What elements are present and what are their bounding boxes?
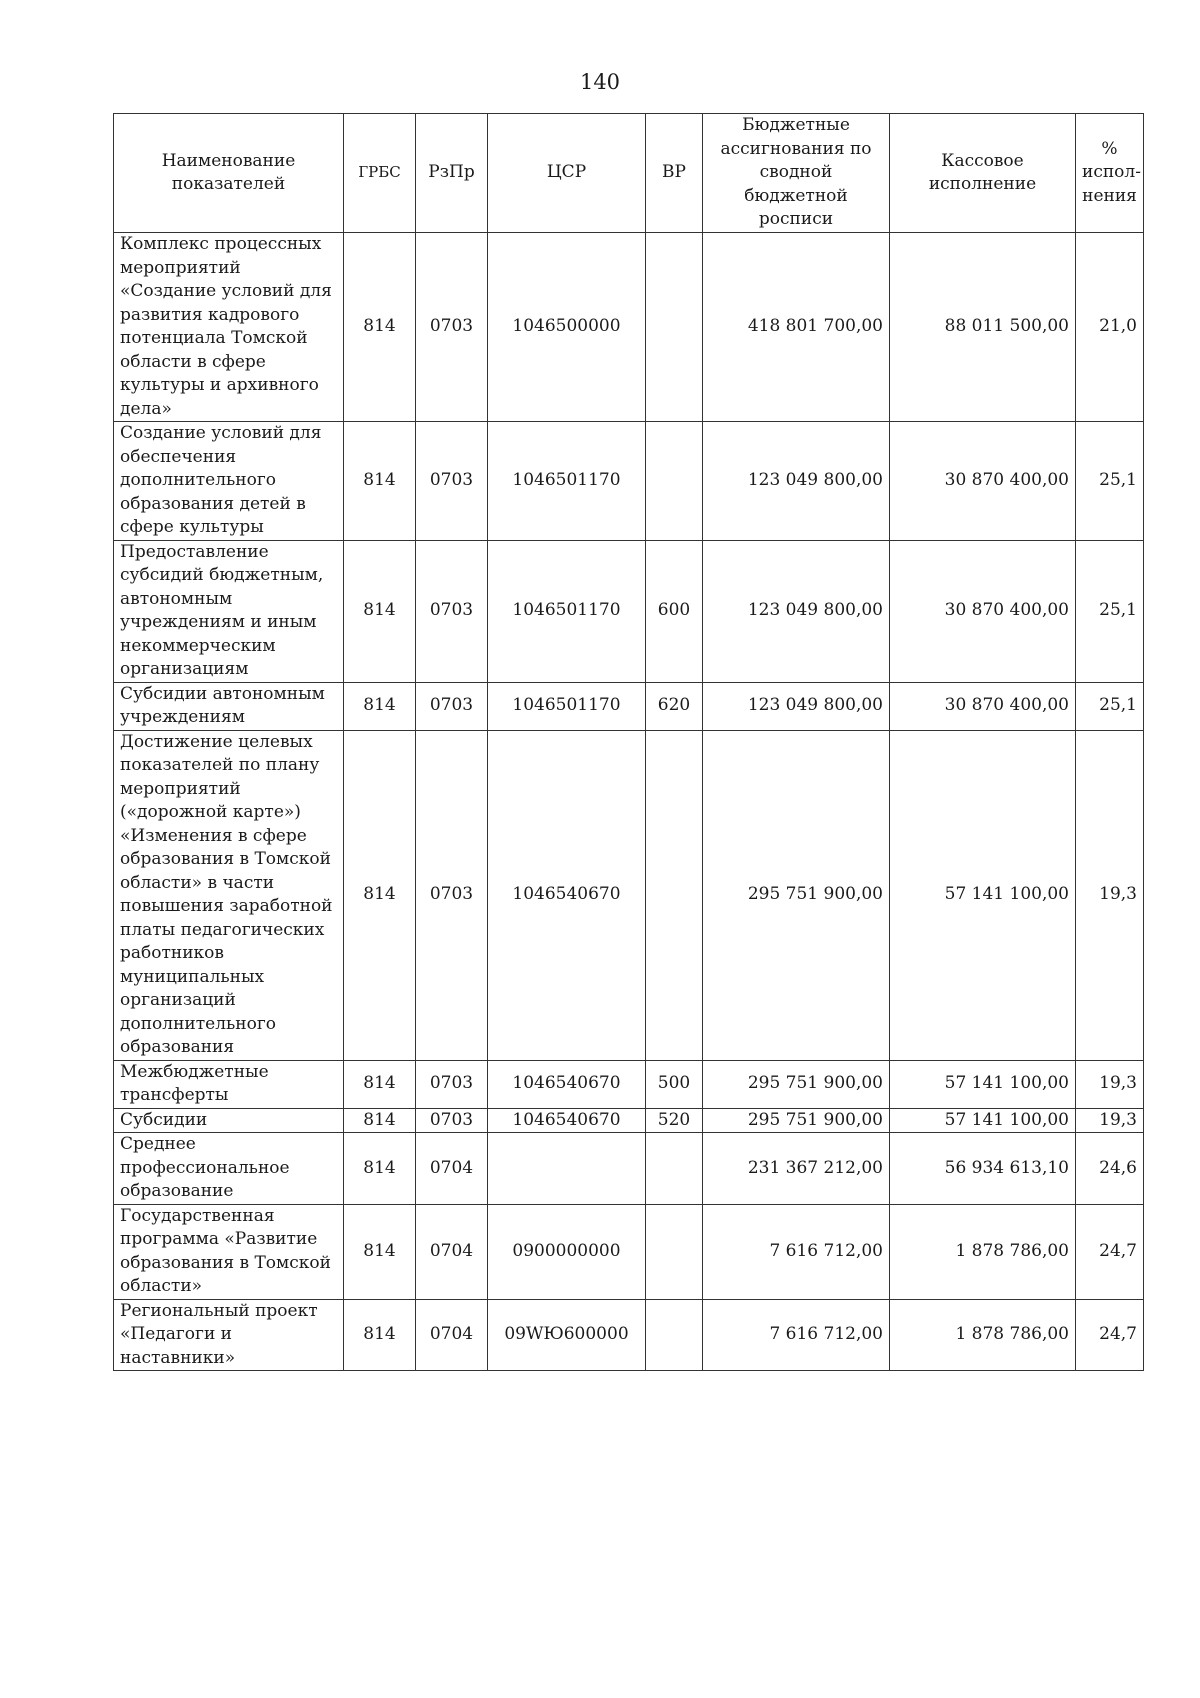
row-grbs: 814 xyxy=(344,1204,416,1299)
row-rzpr: 0703 xyxy=(416,1108,488,1133)
header-grbs: ГРБС xyxy=(344,114,416,233)
table-row xyxy=(114,682,1144,730)
row-rzpr: 0704 xyxy=(416,1133,488,1205)
row-grbs: 814 xyxy=(344,730,416,1060)
row-percent: 24,7 xyxy=(1076,1204,1144,1299)
row-name: Межбюджетные трансферты xyxy=(114,1060,344,1108)
row-rzpr: 0703 xyxy=(416,540,488,682)
row-name: Субсидии автономным учреждениям xyxy=(114,682,344,730)
row-assignments: 123 049 800,00 xyxy=(703,540,890,682)
row-csr: 0900000000 xyxy=(488,1204,646,1299)
row-cash: 30 870 400,00 xyxy=(890,682,1076,730)
row-csr: 09WЮ600000 xyxy=(488,1299,646,1371)
row-cash: 57 141 100,00 xyxy=(890,730,1076,1060)
row-rzpr: 0703 xyxy=(416,233,488,422)
row-assignments: 7 616 712,00 xyxy=(703,1204,890,1299)
header-assignments: Бюджетные ассигнования по сводной бюджетной росписи xyxy=(703,114,890,233)
row-vr xyxy=(646,1204,703,1299)
table-row xyxy=(114,422,1144,541)
page-number: 140 xyxy=(579,70,621,94)
row-grbs: 814 xyxy=(344,1108,416,1133)
header-cash: Кассовое исполнение xyxy=(890,114,1076,233)
row-vr: 520 xyxy=(646,1108,703,1133)
table-row xyxy=(114,233,1144,422)
row-rzpr: 0703 xyxy=(416,682,488,730)
row-vr xyxy=(646,233,703,422)
row-percent: 25,1 xyxy=(1076,682,1144,730)
row-percent: 24,7 xyxy=(1076,1299,1144,1371)
header-csr: ЦСР xyxy=(488,114,646,233)
row-percent: 19,3 xyxy=(1076,730,1144,1060)
row-rzpr: 0703 xyxy=(416,1060,488,1108)
header-vr: ВР xyxy=(646,114,703,233)
table-row xyxy=(114,730,1144,1060)
row-csr: 1046501170 xyxy=(488,682,646,730)
row-grbs: 814 xyxy=(344,233,416,422)
table-header-row xyxy=(114,114,1144,233)
header-rzpr: РзПр xyxy=(416,114,488,233)
row-assignments: 295 751 900,00 xyxy=(703,1060,890,1108)
row-grbs: 814 xyxy=(344,1060,416,1108)
table-row xyxy=(114,1204,1144,1299)
table-row xyxy=(114,1133,1144,1205)
row-vr xyxy=(646,1299,703,1371)
row-assignments: 7 616 712,00 xyxy=(703,1299,890,1371)
row-grbs: 814 xyxy=(344,682,416,730)
row-csr xyxy=(488,1133,646,1205)
table-row xyxy=(114,1299,1144,1371)
row-vr xyxy=(646,730,703,1060)
row-vr: 620 xyxy=(646,682,703,730)
row-csr: 1046540670 xyxy=(488,1108,646,1133)
row-name: Достижение целевых показателей по плану мероприятий («дорожной карте») «Изменения в сфере образования в Томской области» в части повышения заработной платы педагогических работников муниципальных организаций дополнительного образования xyxy=(114,730,344,1060)
row-name: Субсидии xyxy=(114,1108,344,1133)
row-grbs: 814 xyxy=(344,540,416,682)
row-csr: 1046501170 xyxy=(488,422,646,541)
row-grbs: 814 xyxy=(344,422,416,541)
row-vr: 500 xyxy=(646,1060,703,1108)
row-name: Государственная программа «Развитие образования в Томской области» xyxy=(114,1204,344,1299)
row-name: Региональный проект «Педагоги и наставники» xyxy=(114,1299,344,1371)
row-cash: 57 141 100,00 xyxy=(890,1060,1076,1108)
row-rzpr: 0704 xyxy=(416,1299,488,1371)
header-name: Наименование показателей xyxy=(114,114,344,233)
row-csr: 1046501170 xyxy=(488,540,646,682)
row-rzpr: 0704 xyxy=(416,1204,488,1299)
row-assignments: 123 049 800,00 xyxy=(703,422,890,541)
row-name: Комплекс процессных мероприятий «Создание условий для развития кадрового потенциала Томской области в сфере культуры и архивного дела» xyxy=(114,233,344,422)
table-row xyxy=(114,1108,1144,1133)
row-cash: 88 011 500,00 xyxy=(890,233,1076,422)
row-grbs: 814 xyxy=(344,1299,416,1371)
row-rzpr: 0703 xyxy=(416,422,488,541)
row-csr: 1046500000 xyxy=(488,233,646,422)
row-assignments: 295 751 900,00 xyxy=(703,730,890,1060)
row-assignments: 231 367 212,00 xyxy=(703,1133,890,1205)
row-assignments: 295 751 900,00 xyxy=(703,1108,890,1133)
row-cash: 56 934 613,10 xyxy=(890,1133,1076,1205)
row-grbs: 814 xyxy=(344,1133,416,1205)
row-cash: 1 878 786,00 xyxy=(890,1299,1076,1371)
row-cash: 1 878 786,00 xyxy=(890,1204,1076,1299)
row-csr: 1046540670 xyxy=(488,730,646,1060)
row-percent: 19,3 xyxy=(1076,1060,1144,1108)
row-name: Среднее профессиональное образование xyxy=(114,1133,344,1205)
budget-execution-table xyxy=(113,113,1144,1371)
row-percent: 24,6 xyxy=(1076,1133,1144,1205)
row-vr: 600 xyxy=(646,540,703,682)
row-cash: 57 141 100,00 xyxy=(890,1108,1076,1133)
row-vr xyxy=(646,422,703,541)
row-cash: 30 870 400,00 xyxy=(890,422,1076,541)
row-cash: 30 870 400,00 xyxy=(890,540,1076,682)
row-percent: 21,0 xyxy=(1076,233,1144,422)
header-percent: % испол-нения xyxy=(1076,114,1144,233)
table-row xyxy=(114,1060,1144,1108)
row-name: Создание условий для обеспечения дополнительного образования детей в сфере культуры xyxy=(114,422,344,541)
row-rzpr: 0703 xyxy=(416,730,488,1060)
row-percent: 19,3 xyxy=(1076,1108,1144,1133)
row-vr xyxy=(646,1133,703,1205)
row-assignments: 123 049 800,00 xyxy=(703,682,890,730)
row-name: Предоставление субсидий бюджетным, автономным учреждениям и иным некоммерческим организациям xyxy=(114,540,344,682)
row-percent: 25,1 xyxy=(1076,540,1144,682)
table-row xyxy=(114,540,1144,682)
row-csr: 1046540670 xyxy=(488,1060,646,1108)
row-percent: 25,1 xyxy=(1076,422,1144,541)
row-assignments: 418 801 700,00 xyxy=(703,233,890,422)
